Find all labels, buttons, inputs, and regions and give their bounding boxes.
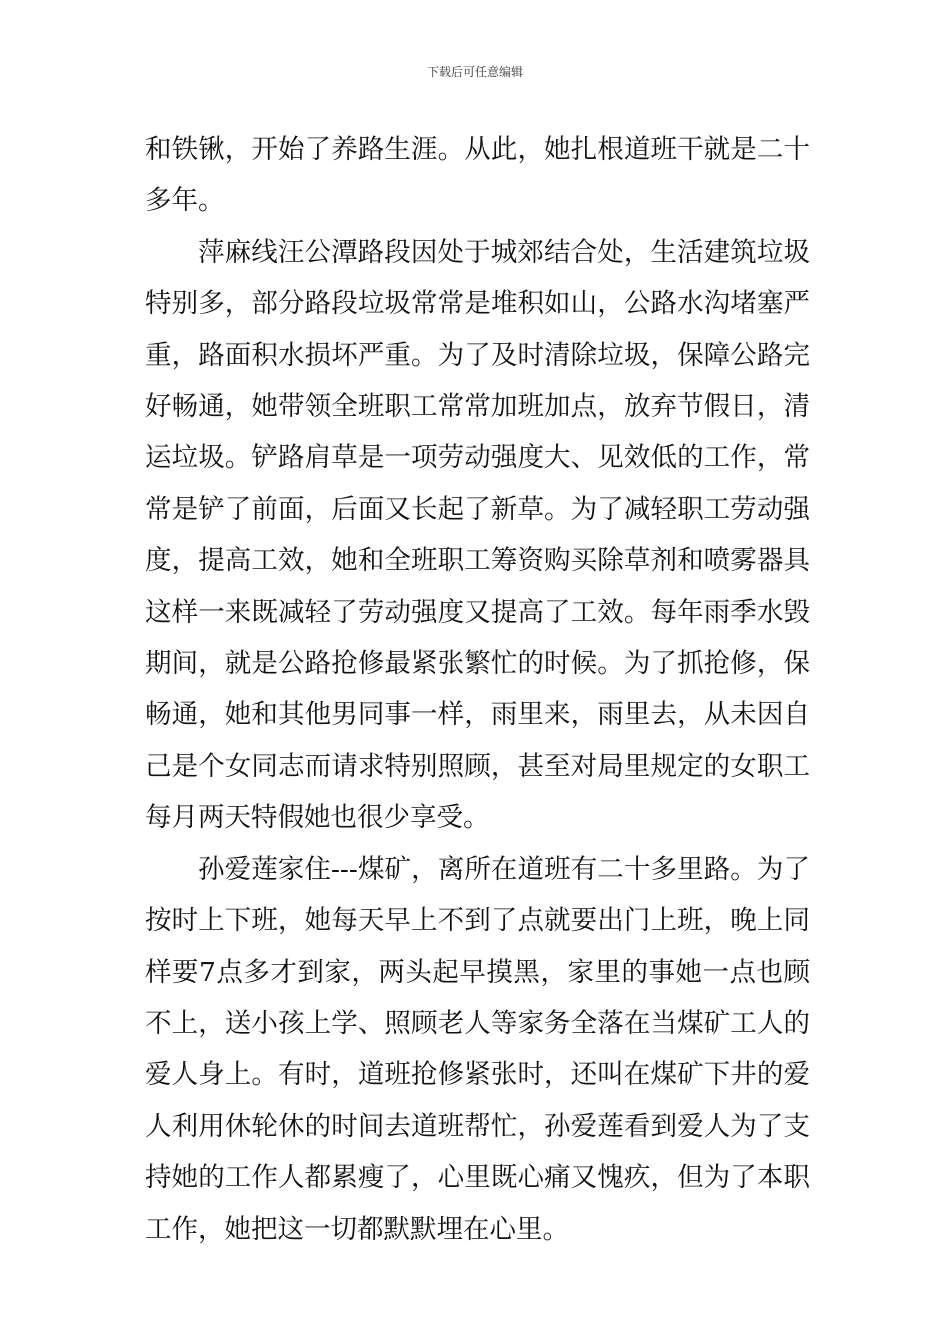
document-body <box>145 124 810 1255</box>
paragraph-3: 孙爱莲家住---煤矿，离所在道班有二十多里路。为了按时上下班，她每天早上不到了点就要出门上班，晚上同样要7点多才到家，两头起早摸黑，家里的事她一点也顾不上，送小孩上学、照顾老人等家务全落在当煤矿工人的爱人身上。有时，道班抢修紧张时，还叫在煤矿下井的爱人利用休轮休的时间去道班帮忙，孙爱莲看到爱人为了支持她的工作人都累瘦了，心里既心痛又愧疚，但为了本职工作，她把这一切都默默埋在心里。 <box>145 853 810 1245</box>
paragraph-1: 和铁锹，开始了养路生涯。从此，她扎根道班干就是二十多年。 <box>145 134 810 217</box>
paragraph-2: 萍麻线汪公潭路段因处于城郊结合处，生活建筑垃圾特别多，部分路段垃圾常常是堆积如山，公路水沟堵塞严重，路面积水损坏严重。为了及时清除垃圾，保障公路完好畅通，她带领全班职工常常加班加点，放弃节假日，清运垃圾。铲路肩草是一项劳动强度大、见效低的工作，常常是铲了前面，后面又长起了新草。为了减轻职工劳动强度，提高工效，她和全班职工筹资购买除草剂和喷雾器具这样一来既减轻了劳动强度又提高了工效。每年雨季水毁期间，就是公路抢修最紧张繁忙的时候。为了抓抢修，保畅通，她和其他男同事一样，雨里来，雨里去，从未因自己是个女同志而请求特别照顾，甚至对局里规定的女职工每月两天特假她也很少享受。 <box>145 236 810 834</box>
page-header-note: 下载后可任意编辑 <box>426 65 523 79</box>
